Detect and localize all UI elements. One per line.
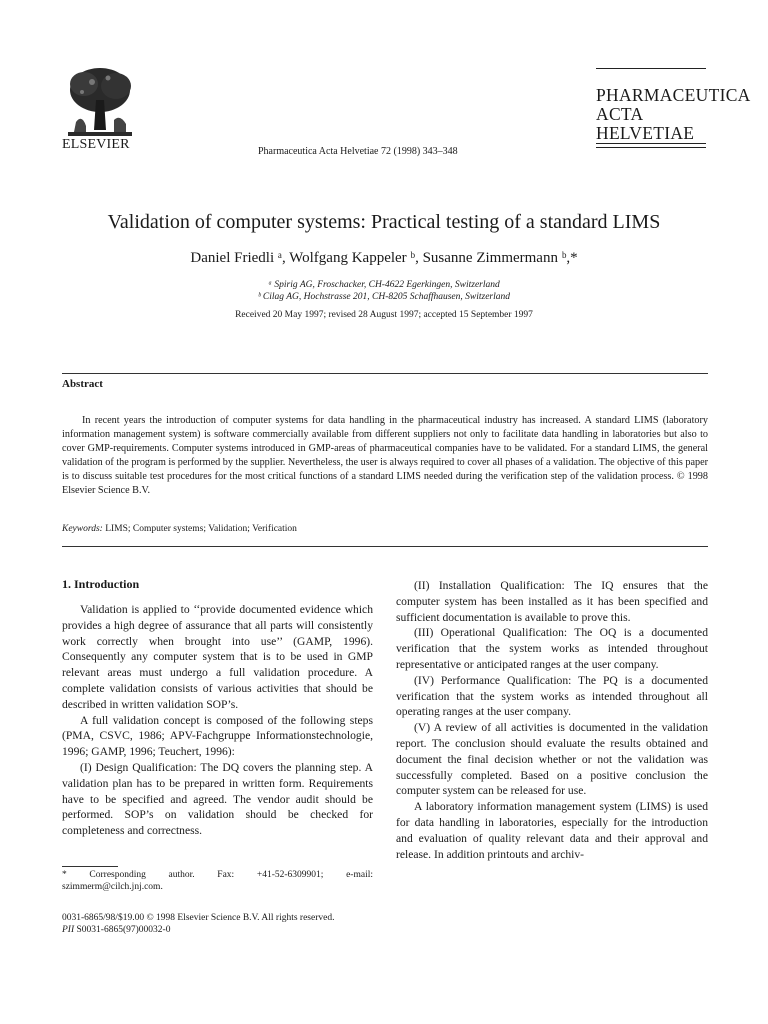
paragraph: (I) Design Qualification: The DQ covers the planning step. A validation plan has to be prepared in written form. Requirements have to be specified and agreed. The vendor audit should be performed. SOP’s on validation should be checked for completeness and correctness. bbox=[62, 760, 373, 838]
journal-citation: Pharmaceutica Acta Helvetiae 72 (1998) 343–348 bbox=[258, 146, 458, 157]
pii-label: PII bbox=[62, 925, 75, 935]
paragraph: A full validation concept is composed of the following steps (PMA, CSVC, 1986; APV-Fachgruppe Informationstechnologie, 1996; GAMP, 1996; Teuchert, 1996): bbox=[62, 713, 373, 759]
left-column bbox=[62, 602, 373, 839]
paragraph: (V) A review of all activities is documented in the validation report. The conclusion should evaluate the results obtained and document the final decision whether or not the validation was successfully completed. Based on a positive conclusion the computer system can be released for use. bbox=[396, 721, 708, 798]
abstract-heading: Abstract bbox=[62, 378, 103, 390]
section-heading-introduction: 1. Introduction bbox=[62, 577, 140, 591]
pii-value: S0031-6865(97)00032-0 bbox=[76, 925, 171, 935]
keywords-label: Keywords: bbox=[62, 524, 103, 534]
pii-line bbox=[62, 924, 334, 936]
right-column bbox=[396, 578, 708, 862]
copyright-issn bbox=[62, 912, 334, 936]
corresponding-author-footnote: * Corresponding author. Fax: +41-52-6309901; e-mail: szimmerm@cilch.jnj.com. bbox=[62, 870, 373, 892]
publisher-name: ELSEVIER bbox=[62, 137, 130, 152]
journal-name-line2: ACTA HELVETIAE bbox=[596, 104, 695, 143]
paragraph: (II) Installation Qualification: The IQ ensures that the computer system has been installed as it has been specified and sufficient documentation is available to prove this. bbox=[396, 579, 708, 624]
affiliation-a: ᵃ Spirig AG, Froschacker, CH-4622 Egerkingen, Switzerland bbox=[268, 280, 500, 290]
paragraph: Validation is applied to ‘‘provide documented evidence which provides a high degree of assurance that all parts will consistently work correctly when brought into use’’ (GAMP, 1996). Consequently any computer system that is to be used in GMP relevant areas must undergo a full validation procedure. A complete validation consists of various activities that should be described in written validation SOP’s. bbox=[62, 603, 373, 711]
journal-name bbox=[596, 85, 751, 143]
received-dates: Received 20 May 1997; revised 28 August 1997; accepted 15 September 1997 bbox=[235, 310, 533, 320]
issn-line: 0031-6865/98/$19.00 © 1998 Elsevier Science B.V. All rights reserved. bbox=[62, 913, 335, 923]
paragraph: (III) Operational Qualification: The OQ is a documented verification that the system works as intended throughout representative or anticipated ranges at the user company. bbox=[396, 626, 708, 671]
footnote-rule bbox=[62, 866, 118, 867]
journal-name-line1: PHARMACEUTICA bbox=[596, 85, 751, 105]
affiliation-b: ᵇ Cilag AG, Hochstrasse 201, CH-8205 Schaffhausen, Switzerland bbox=[257, 292, 511, 302]
abstract-top-rule bbox=[62, 373, 708, 374]
paragraph: A laboratory information management system (LIMS) is used for data handling in laboratories, especially for the introduction and evaluation of quality relevant data and their approval and release. In addition printouts and archiv- bbox=[396, 800, 708, 861]
journal-rule-bottom bbox=[596, 143, 706, 144]
article-title: Validation of computer systems: Practical testing of a standard LIMS bbox=[107, 211, 661, 233]
elsevier-tree-logo bbox=[62, 64, 138, 138]
journal-rule-bottom-2 bbox=[596, 147, 706, 148]
abstract-text: In recent years the introduction of computer systems for data handling in the pharmaceutical industry has increased. A standard LIMS (laboratory information management system) is software commercially available from different suppliers not only to facilitate data handling in laboratories but also to cover GMP-requirements. Computer systems introduced in GMP-areas of pharmaceutical companies have to be validated. For a standard LIMS, the general validation of the program is performed by the supplier. Nevertheless, the user is always required to cover all phases of a validation. The objective of this paper is to discuss suitable test procedures for the most critical functions of a standard LIMS needed during the verification step of the validation process. © 1998 Elsevier Science B.V. bbox=[62, 415, 708, 496]
paragraph: (IV) Performance Qualification: The PQ is a documented verification that the system works as intended throughout all operating ranges at the user company. bbox=[396, 673, 708, 719]
journal-rule-top bbox=[596, 68, 706, 69]
keywords bbox=[62, 524, 297, 534]
keywords-list: LIMS; Computer systems; Validation; Verification bbox=[105, 524, 297, 534]
keywords-bottom-rule bbox=[62, 546, 708, 547]
article-authors: Daniel Friedli ᵃ, Wolfgang Kappeler ᵇ, Susanne Zimmermann ᵇ,* bbox=[190, 250, 578, 266]
